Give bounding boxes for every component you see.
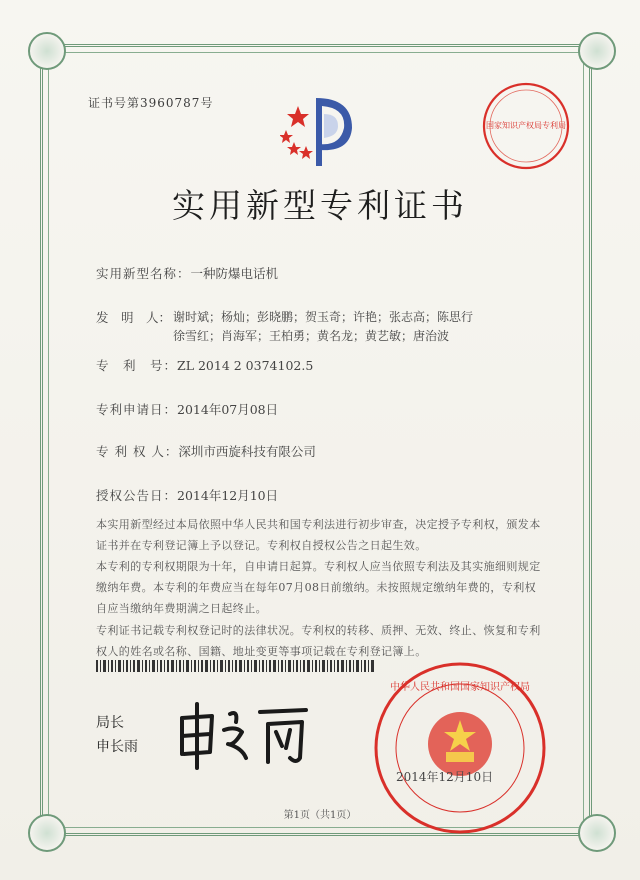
director-title: 局长 xyxy=(96,715,124,731)
director-name: 申长雨 xyxy=(96,739,138,755)
patentee-row xyxy=(96,442,316,460)
patentee-value: 深圳市西旋科技有限公司 xyxy=(178,444,316,459)
inventor-label: 发 明 人： xyxy=(96,310,172,325)
filing-date-value: 2014年07月08日 xyxy=(177,402,279,417)
paragraph-term-fees: 本专利的专利权期限为十年，自申请日起算。专利权人应当依照专利法及其实施细则规定缴纳年费。本专利的年费应当在每年07月08日前缴纳。未按照规定缴纳年费的，专利权自应当缴纳年费期满之日起终止。 xyxy=(96,560,541,615)
top-seal-text: 国家知识产权局专利局 xyxy=(486,121,566,130)
patent-number-value: ZL 2014 2 0374102.5 xyxy=(177,358,314,373)
top-red-seal xyxy=(480,80,572,172)
cnipa-logo-icon xyxy=(280,86,360,176)
filing-date-label: 专利申请日： xyxy=(96,402,178,417)
filing-date-row xyxy=(96,400,278,418)
patent-number-row xyxy=(96,356,313,374)
corner-ornament xyxy=(28,32,66,70)
grant-date-value: 2014年12月10日 xyxy=(177,488,279,503)
utility-name-row xyxy=(96,264,278,282)
barcode xyxy=(96,660,376,672)
inventors-line: 徐雪红；肖海军；王柏勇；黄名龙；黄艺敏；唐治波 xyxy=(173,329,450,343)
paragraph-grant-notice: 本实用新型经过本局依照中华人民共和国专利法进行初步审查，决定授予专利权，颁发本证书并在专利登记簿上予以登记。专利权自授权公告之日起生效。 xyxy=(96,518,541,552)
utility-name-value: 一种防爆电话机 xyxy=(190,266,279,281)
paragraph-legal-status: 专利证书记载专利权登记时的法律状况。专利权的转移、质押、无效、终止、恢复和专利权人的姓名或名称、国籍、地址变更等事项记载在专利登记簿上。 xyxy=(96,624,541,658)
grant-date-label: 授权公告日： xyxy=(96,488,178,503)
inventors-line: 谢时斌；杨灿；彭晓鹏；贺玉奇；许艳；张志高；陈思行 xyxy=(173,310,474,324)
director-signature xyxy=(172,696,322,776)
certificate-title: 实用新型专利证书 xyxy=(172,186,468,225)
page-number: 第1页（共1页） xyxy=(283,810,357,821)
utility-name-label: 实用新型名称： xyxy=(96,266,191,281)
corner-ornament xyxy=(578,32,616,70)
seal-date: 2014年12月10日 xyxy=(396,770,494,784)
certificate-number: 证书号第3960787号 xyxy=(88,96,214,110)
patentee-label: 专 利 权 人： xyxy=(96,444,179,459)
bottom-seal-text: 中华人民共和国国家知识产权局 xyxy=(390,682,530,693)
grant-date-row xyxy=(96,486,278,504)
patent-number-label: 专 利 号： xyxy=(96,358,178,373)
